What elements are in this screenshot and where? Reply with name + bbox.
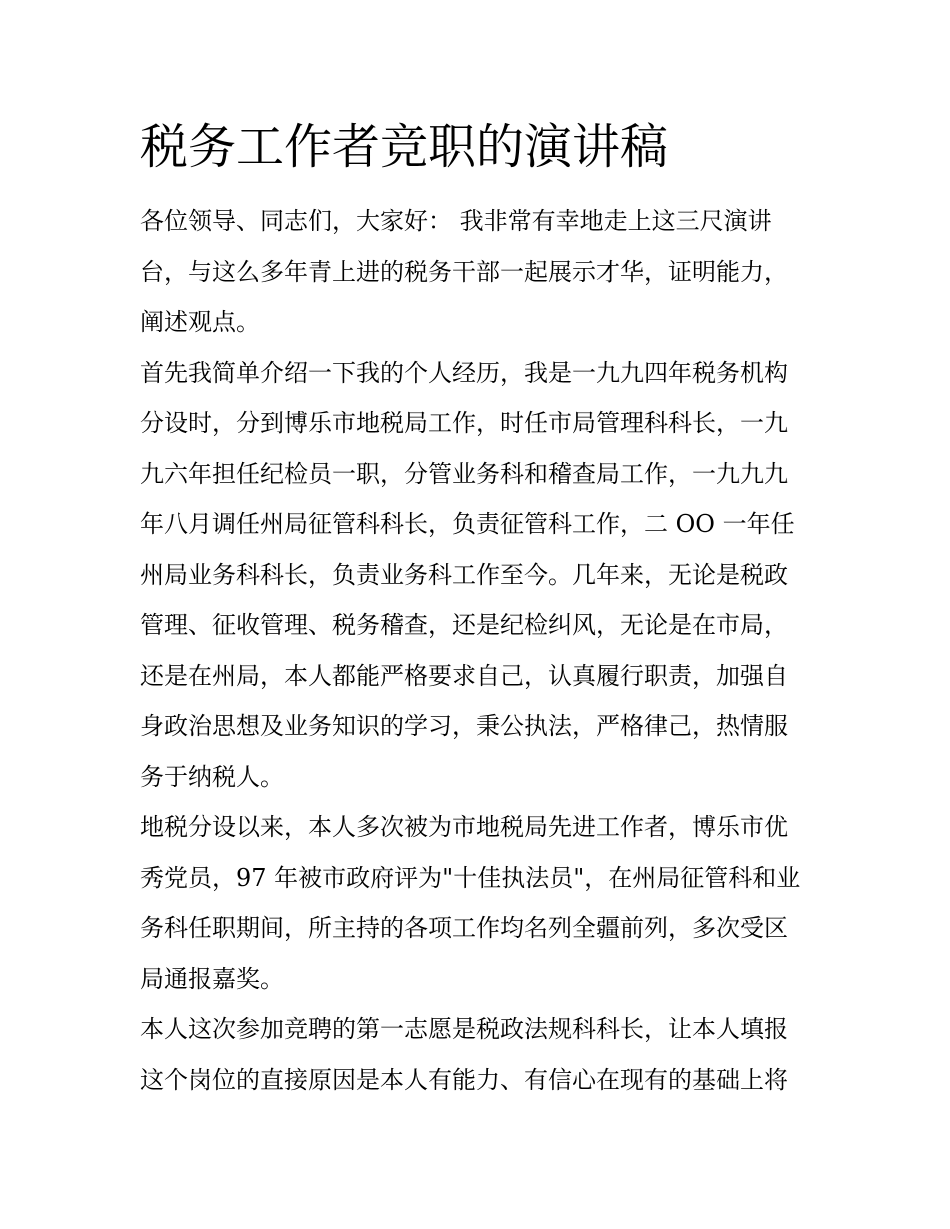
text-line: 地税分设以来，本人多次被为市地税局先进工作者，博乐市优 — [140, 813, 788, 841]
text-line: 九六年担任纪检员一职，分管业务科和稽查局工作，一九九九 — [140, 459, 788, 488]
text-line: 这个岗位的直接原因是本人有能力、有信心在现有的基础上将 — [140, 1065, 788, 1094]
text-line: 首先我简单介绍一下我的个人经历，我是一九九四年税务机构 — [140, 358, 788, 387]
text-line: 阐述观点。 — [140, 308, 260, 336]
text-line: 台，与这么多年青上进的税务干部一起展示才华，证明能力， — [140, 257, 788, 286]
document-title: 税务工作者竞职的演讲稿 — [140, 119, 669, 175]
text-line: 务科任职期间，所主持的各项工作均名列全疆前列，多次受区 — [140, 914, 788, 942]
text-line: 年八月调任州局征管科科长，负责征管科工作，二 OO 一年任 — [140, 510, 795, 538]
text-line: 分设时，分到博乐市地税局工作，时任市局管理科科长，一九 — [140, 409, 788, 437]
text-line: 务于纳税人。 — [140, 762, 284, 791]
paragraph-honors — [140, 802, 810, 1004]
text-line: 州局业务科科长，负责业务科工作至今。几年来，无论是税政 — [140, 560, 788, 589]
paragraph-greeting — [140, 196, 810, 348]
paragraph-experience — [140, 348, 810, 803]
text-line: 本人这次参加竞聘的第一志愿是税政法规科科长，让本人填报 — [140, 1015, 788, 1043]
document-body — [140, 112, 810, 1105]
text-line: 还是在州局，本人都能严格要求自己，认真履行职责，加强自 — [140, 661, 788, 690]
text-line: 秀党员，97 年被市政府评为"十佳执法员"，在州局征管科和业 — [140, 863, 801, 892]
text-line: 各位领导、同志们，大家好： 我非常有幸地走上这三尺演讲 — [140, 207, 772, 235]
paragraph-application — [140, 1004, 810, 1105]
text-line: 管理、征收管理、税务稽查，还是纪检纠风，无论是在市局， — [140, 611, 788, 639]
text-line: 身政治思想及业务知识的学习，秉公执法，严格律己，热情服 — [140, 712, 788, 740]
text-line: 局通报嘉奖。 — [140, 964, 284, 993]
